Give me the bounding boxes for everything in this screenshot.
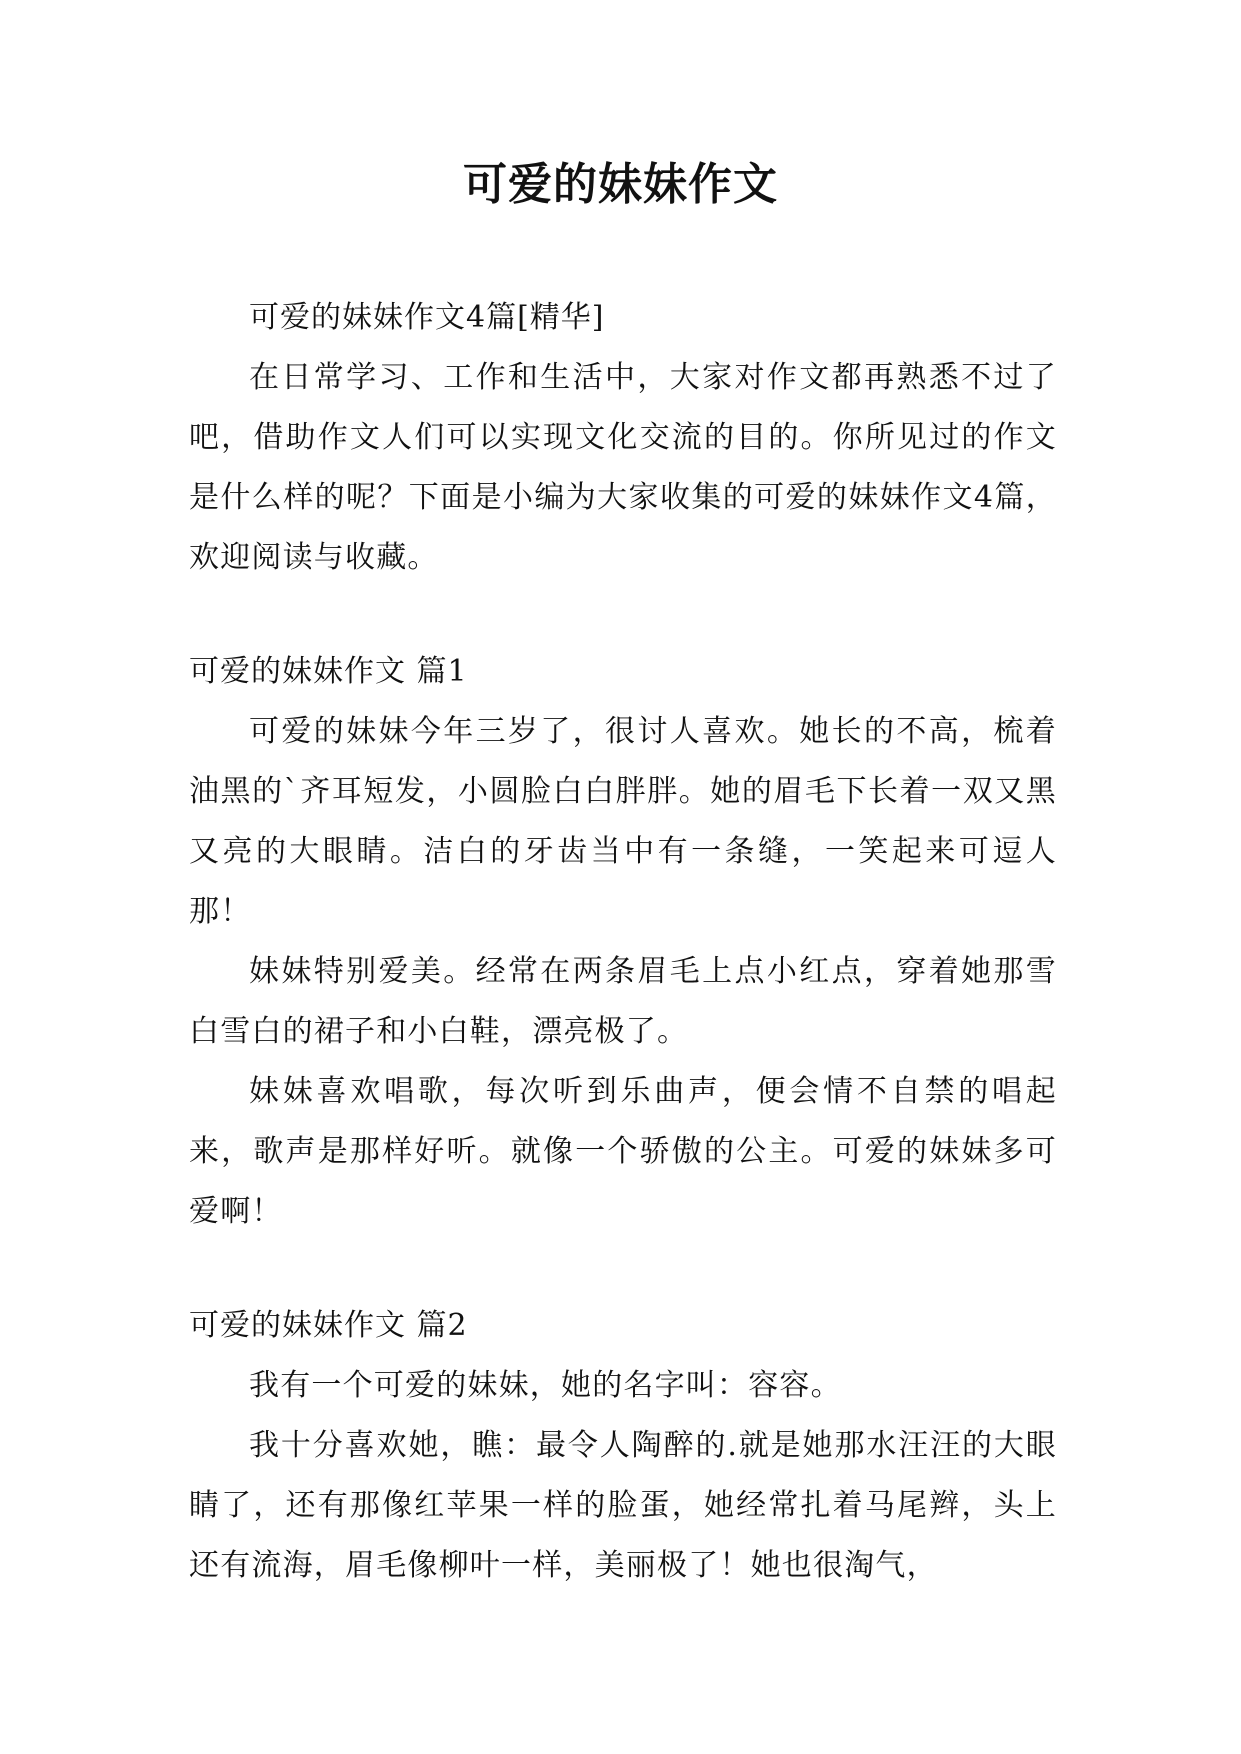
document-subtitle: 可爱的妹妹作文4篇[精华] xyxy=(249,300,605,335)
section-1-paragraph-2: 妹妹特别爱美。经常在两条眉毛上点小红点，穿着她那雪白雪白的裙子和小白鞋，漂亮极了。 xyxy=(189,954,1057,1049)
section-1-paragraph-3: 妹妹喜欢唱歌，每次听到乐曲声，便会情不自禁的唱起来，歌声是那样好听。就像一个骄傲的公主。可爱的妹妹多可爱啊！ xyxy=(189,1074,1057,1229)
section-2-paragraph-1: 我有一个可爱的妹妹，她的名字叫：容容。 xyxy=(249,1368,842,1403)
section-2-heading: 可爱的妹妹作文 篇2 xyxy=(189,1308,468,1343)
section-1-paragraph-1: 可爱的妹妹今年三岁了，很讨人喜欢。她长的不高，梳着油黑的`齐耳短发，小圆脸白白胖胖。她的眉毛下长着一双又黑又亮的大眼睛。洁白的牙齿当中有一条缝，一笑起来可逗人那！ xyxy=(189,714,1057,929)
document-title: 可爱的妹妹作文 xyxy=(463,159,778,210)
section-1-heading: 可爱的妹妹作文 篇1 xyxy=(189,654,468,689)
intro-paragraph: 在日常学习、工作和生活中，大家对作文都再熟悉不过了吧，借助作文人们可以实现文化交流的目的。你所见过的作文是什么样的呢？下面是小编为大家收集的可爱的妹妹作文4篇，欢迎阅读与收藏。 xyxy=(189,360,1057,575)
document-body xyxy=(189,288,1057,1596)
section-2-paragraph-2: 我十分喜欢她，瞧：最令人陶醉的.就是她那水汪汪的大眼睛了，还有那像红苹果一样的脸蛋，她经常扎着马尾辫，头上还有流海，眉毛像柳叶一样，美丽极了！她也很淘气， xyxy=(189,1428,1057,1583)
